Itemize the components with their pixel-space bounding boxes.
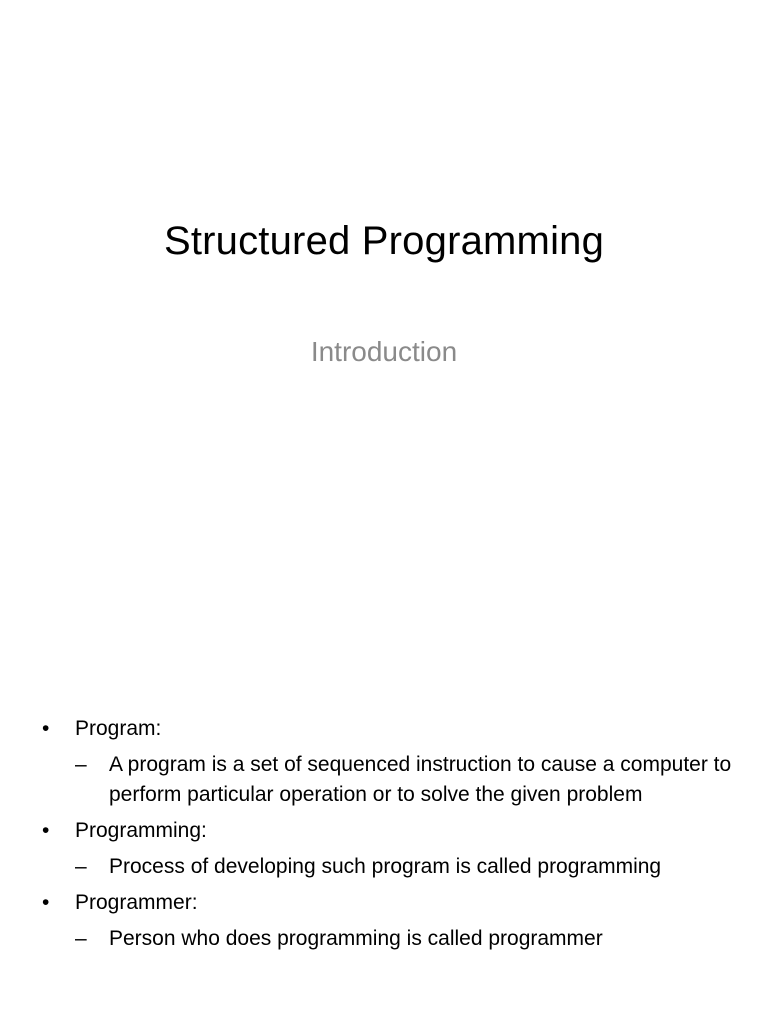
dash-icon: – <box>75 927 87 950</box>
slide-subtitle: Introduction <box>310 336 458 367</box>
bullet-program <box>40 714 750 810</box>
bullet-label: Programmer: <box>75 891 198 914</box>
bullet-programmer <box>40 888 750 954</box>
definition-list <box>40 714 750 960</box>
slide-title: Structured Programming <box>163 219 605 263</box>
bullet-label: Program: <box>75 717 162 740</box>
sub-item-text: A program is a set of sequenced instruction to cause a computer to perform particular operation or to solve the given problem <box>109 753 732 806</box>
bullet-icon: • <box>42 819 50 842</box>
sub-item-text: Person who does programming is called programmer <box>109 927 603 950</box>
sub-list <box>75 852 750 882</box>
sub-item-text: Process of developing such program is called programming <box>109 855 662 878</box>
bullet-icon: • <box>42 717 50 740</box>
dash-icon: – <box>75 855 87 878</box>
sub-item-programmer-definition <box>75 924 750 954</box>
sub-list <box>75 750 750 810</box>
sub-item-programming-definition <box>75 852 750 882</box>
dash-icon: – <box>75 753 87 776</box>
bullet-programming <box>40 816 750 882</box>
bullet-icon: • <box>42 891 50 914</box>
bullet-label: Programming: <box>75 819 207 842</box>
sub-list <box>75 924 750 954</box>
sub-item-program-definition <box>75 750 750 810</box>
